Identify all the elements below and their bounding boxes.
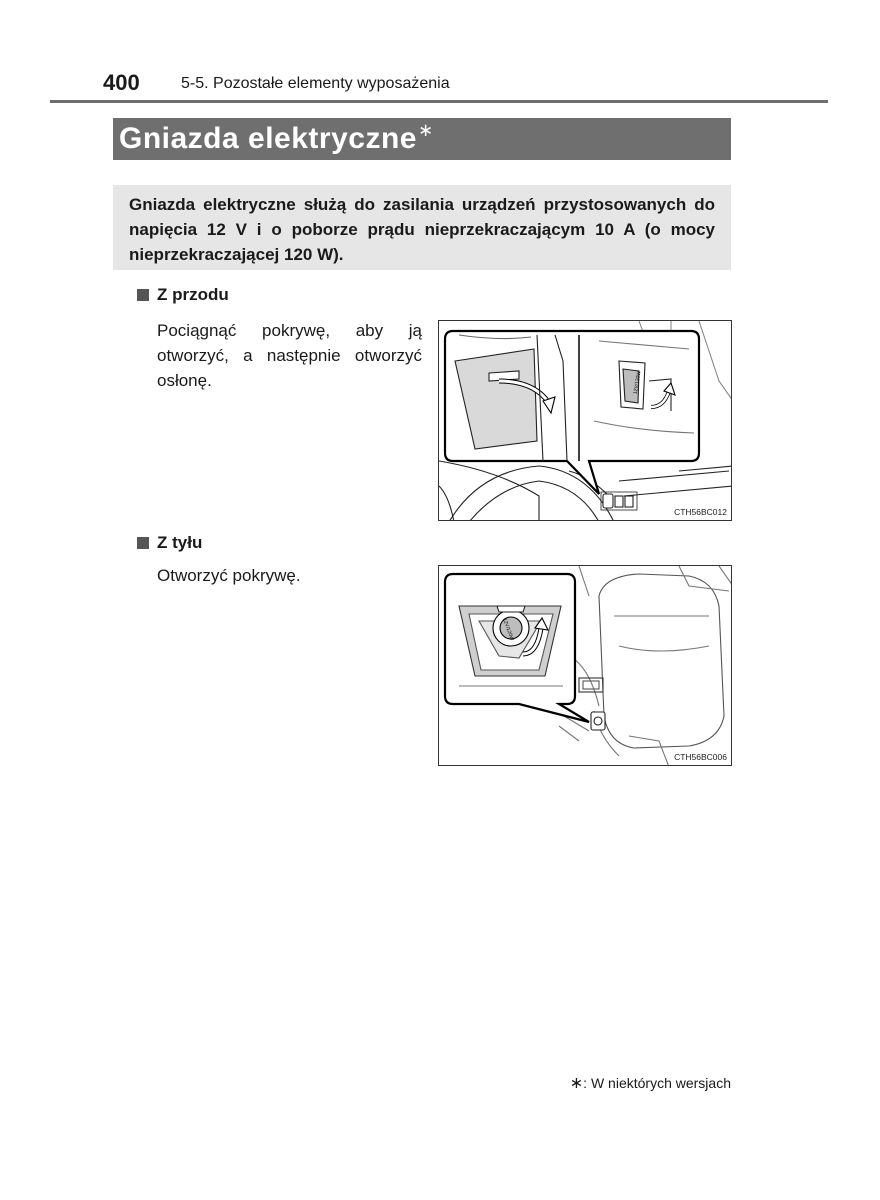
rear-figure-code: CTH56BC006: [674, 752, 727, 762]
section-path: 5-5. Pozostałe elementy wyposażenia: [181, 75, 450, 92]
front-socket-label: 12V/120W: [632, 370, 643, 395]
header-divider: [50, 100, 828, 103]
front-heading: [137, 285, 229, 305]
front-heading-label: Z przodu: [157, 285, 229, 304]
front-instructions: Pociągnąć pokrywę, aby ją otworzyć, a następnie otworzyć osłonę.: [157, 321, 422, 390]
page-number: 400: [103, 70, 140, 95]
intro-box: Gniazda elektryczne służą do zasilania urządzeń przystosowanych do napięcia 12 V i o poborze prądu nieprzekraczającym 10 A (o mocy nieprzekraczającej 120 W).: [113, 185, 731, 270]
title-footnote-marker: ∗: [417, 120, 434, 140]
rear-heading-label: Z tyłu: [157, 533, 203, 552]
rear-instructions: Otworzyć pokrywę.: [157, 566, 301, 585]
footnote: [570, 1073, 731, 1093]
front-figure-code: CTH56BC012: [674, 507, 727, 517]
rear-socket-label: 12V/120W: [501, 617, 515, 642]
square-bullet-icon: [137, 537, 149, 549]
rear-heading: [137, 533, 202, 553]
rear-socket-illustration: [438, 565, 732, 766]
footnote-text: : W niektórych wersjach: [583, 1075, 731, 1091]
footnote-marker: ∗: [569, 1075, 584, 1092]
title-bar: [113, 118, 731, 160]
square-bullet-icon: [137, 289, 149, 301]
page-title: Gniazda elektryczne: [119, 122, 417, 155]
front-socket-illustration: [438, 320, 732, 521]
